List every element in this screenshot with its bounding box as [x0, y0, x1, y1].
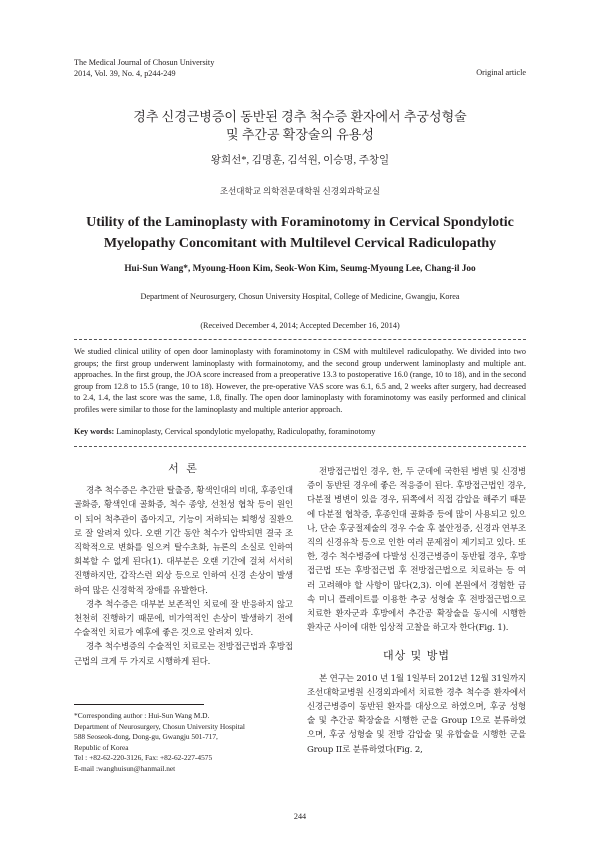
- article-type: Original article: [476, 68, 526, 77]
- left-column: [74, 462, 293, 669]
- keywords: [74, 427, 526, 436]
- corresponding-author-footnote: [74, 711, 299, 774]
- korean-authors: 왕희선*, 김명훈, 김석원, 이승명, 주창일: [210, 155, 390, 166]
- page-number: 244: [293, 812, 307, 821]
- journal-name: The Medical Journal of Chosun University: [74, 58, 215, 67]
- korean-title-line: 경추 신경근병증이 동반된 경추 척수증 환자에서 추궁성형술: [133, 109, 467, 124]
- journal-volume: 2014, Vol. 39, No. 4, p244-249: [74, 69, 176, 78]
- footnote-line: Republic of Korea: [74, 742, 129, 752]
- korean-title: [70, 108, 530, 144]
- footnote-line: *Corresponding author : Hui-Sun Wang M.D.: [74, 711, 210, 720]
- korean-affiliation: 조선대학교 의학전문대학원 신경외과학교실: [219, 186, 381, 196]
- introduction-heading: 서 론: [168, 462, 199, 475]
- right-column: [307, 465, 526, 757]
- abstract-top-divider: [74, 339, 526, 340]
- intro-paragraph: 경추 척수병증의 수술적인 치료로는 전방접근법과 후방접근법의 크게 두 가지로 시행하게 된다.: [74, 642, 293, 667]
- footnote-line: Tel : +82-62-220-3126, Fax: +82-62-227-4575: [74, 753, 213, 762]
- footnote-line: Department of Neurosurgery, Chosun University Hospital: [74, 721, 245, 731]
- methods-heading: 대상 및 방법: [382, 649, 451, 663]
- english-title-line: Myelopathy Concomitant with Multilevel Cervical Radiculopathy: [103, 236, 497, 251]
- abstract-bottom-divider: [74, 446, 526, 447]
- keywords-list: Laminoplasty, Cervical spondylotic myelopathy, Radiculopathy, foraminotomy: [114, 427, 376, 436]
- footnote-rule: [74, 704, 204, 705]
- intro-paragraph: 경추 척수증은 대부분 보존적인 치료에 잘 반응하지 않고 천천히 진행하기 때문에, 비가역적인 손상이 발생하기 전에 수술적인 치료가 예후에 좋은 것으로 알려져 있다.: [74, 599, 293, 639]
- intro-paragraph: 경추 척수증은 추간판 탈출증, 황색인대의 비대, 후종인대 골화증, 황색인대 골화증, 척수 종양, 선천성 협착 등이 원인이 되어 척추관이 좁아지고, 기능이 저하되는 퇴행성 질환으로 잘 알려져 있다. 오랜 기간 동안 척수가 압박되면 결국 조직학적으로 변화를 일으켜 탈수초화, 뉴론의 소실로 인하여 회복할 수 없게 된다(1). 대부분은 오랜 기간에 걸쳐 서서히 진행하지만, 갑작스런 외상 등으로 인하여 신경 손상이 발생하여 많은 신경학적 장애를 유발한다.: [74, 486, 293, 596]
- english-authors: Hui-Sun Wang*, Myoung-Hoon Kim, Seok-Won Kim, Seumg-Myoung Lee, Chang-il Joo: [124, 264, 476, 274]
- korean-title-line: 및 추간공 확장술의 유용성: [226, 127, 374, 142]
- keywords-label: Key words:: [74, 427, 115, 436]
- english-title: [60, 212, 540, 254]
- abstract-text: We studied clinical utility of open door laminoplasty with foraminotomy in CSM with multilevel radiculopathy. We divided into two groups; the first group underwent laminoplasty with formainotomy, and the second group underwent laminoplasty and multiple ant. approaches. In the first group, the JOA score increased from a preoperative 13.3 to postoperative 16.0 (range, 10 to 18), and in the second group from 12.8 to 15.5 (range, 10 to 18). However, the pre-operative VAS score was 6.1, 6.5 and, 2 weeks after surgery, had decreased to 2.4, 1.4, the last score was the same, 1.8, finally. The open door laminoplasty with foraminotomy was easily performed and clinical profiles were similar to those for the laminoplasty and multiple anterior approach.: [74, 347, 526, 414]
- footnote-email: E-mail :wanghuisun@hanmail.net: [74, 763, 176, 773]
- footnote-line: 588 Seoseok-dong, Dong-gu, Gwangju 501-717,: [74, 732, 218, 741]
- received-dates: (Received December 4, 2014; Accepted December 16, 2014): [200, 321, 400, 330]
- english-title-line: Utility of the Laminoplasty with Foraminotomy in Cervical Spondylotic: [86, 215, 514, 230]
- journal-info: [74, 57, 214, 79]
- intro-paragraph: 전방접근법인 경우, 한, 두 군데에 국한된 병변 및 신경병증이 동반된 경우에 좋은 적응증이 된다. 후방접근법인 경우, 다분절 병변이 있을 경우, 뒤쪽에서 직접 감압을 해주기 때문에 다분절 협착증, 후종인대 골화증 등에 많이 사용되고 있으나, 단순 후궁절제술의 경우 수술 후 불안정증, 신경과 연부조직의 신경유착 등으로 인한 여러 문제점이 제기되고 있다. 또한, 경수 척수병증에 다발성 신경근병증이 동반될 경우, 후방접근법 또는 후방접근법 후 전방접근법으로 치료하는 등 여러 고려해야 할 사항이 많다(2,3). 이에 본원에서 경험한 금속 미니 플레이트를 이용한 추궁 성형술 후 전방접근법으로 치료한 환자군과 후방에서 추간공 확장술을 동시에 시행한 환자군 사이에 대한 임상적 고찰을 하고자 한다(Fig. 1).: [307, 467, 526, 634]
- english-affiliation: Department of Neurosurgery, Chosun University Hospital, College of Medicine, Gwangju, Korea: [140, 292, 460, 301]
- methods-paragraph: 본 연구는 2010 년 1월 1일부터 2012년 12월 31일까지 조선대학교병원 신경외과에서 치료한 경추 척수증 환자에서 신경근병증이 동반된 환자를 대상으로 하였으며, 후궁 성형술 및 추간공 확장술을 시행한 군을 Group I으로 분류하였으며, 후궁 성형술 및 전방 감압술 및 유합술을 시행한 군을 Group II로 분류하였다(Fig. 2,: [307, 673, 526, 755]
